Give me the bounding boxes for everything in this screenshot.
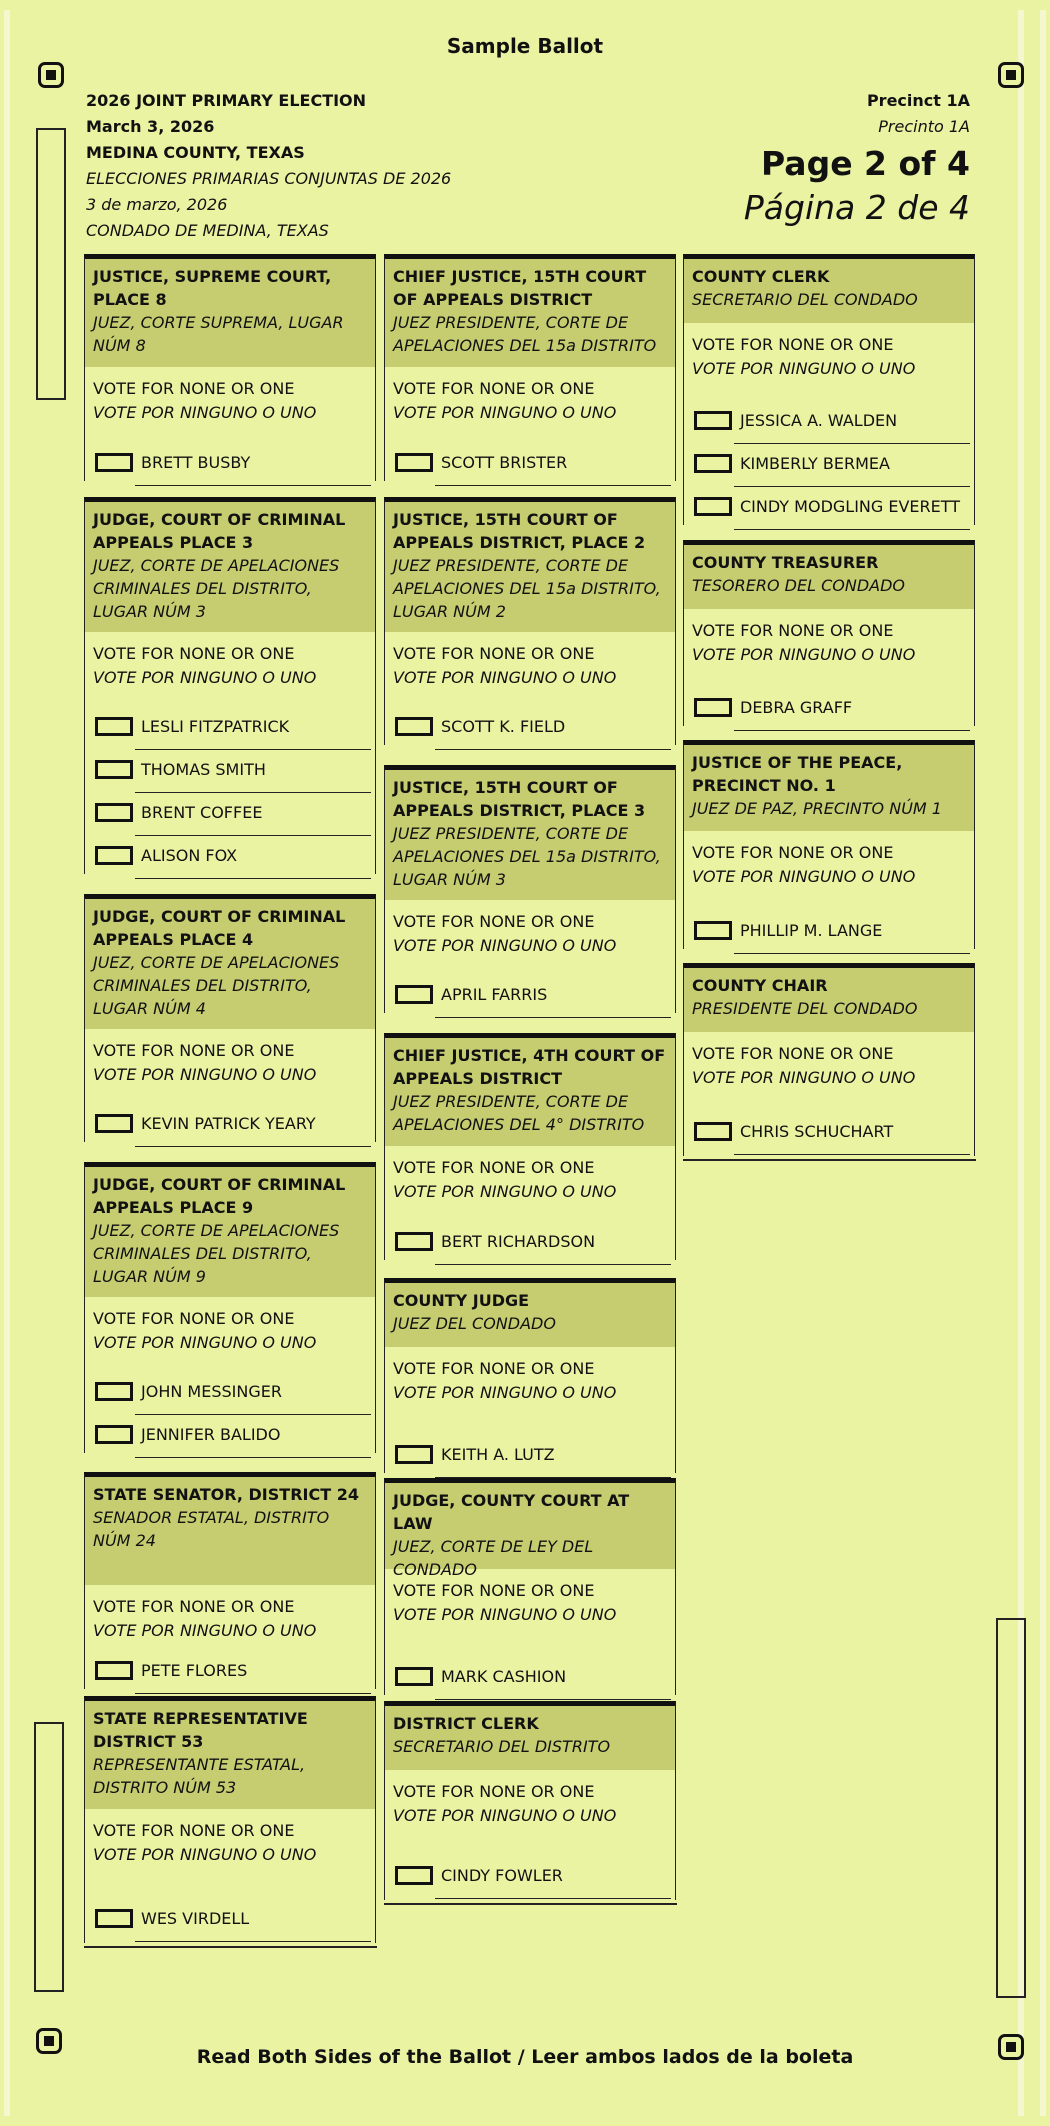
candidate-row[interactable] — [85, 1899, 375, 1942]
contest-header — [85, 1167, 375, 1297]
vote-checkbox[interactable] — [395, 717, 433, 736]
contest-title-es: JUEZ, CORTE DE LEY DEL CONDADO — [393, 1537, 594, 1579]
contest-title: STATE REPRESENTATIVE DISTRICT 53 — [93, 1709, 308, 1751]
candidate-name: JOHN MESSINGER — [141, 1382, 282, 1401]
vote-instruction — [684, 609, 974, 667]
vote-instruction — [85, 1297, 375, 1355]
candidate-row[interactable] — [385, 975, 675, 1018]
candidate-underline — [135, 1146, 371, 1147]
contest-ccap-place-4 — [84, 894, 376, 1142]
contest-title: COUNTY JUDGE — [393, 1291, 530, 1310]
contest-justice-15th-place-2 — [384, 497, 676, 745]
vote-instruction-en: VOTE FOR NONE OR ONE — [393, 912, 595, 931]
contest-header — [684, 968, 974, 1032]
vote-instruction-es: VOTE POR NINGUNO O UNO — [93, 1845, 317, 1864]
vote-checkbox[interactable] — [694, 698, 732, 717]
candidate-name: BERT RICHARDSON — [441, 1232, 596, 1251]
vote-checkbox[interactable] — [95, 1425, 133, 1444]
precinct-label-es: Precinto 1A — [878, 117, 970, 136]
contest-title-es: REPRESENTANTE ESTATAL, DISTRITO NÚM 53 — [93, 1755, 306, 1797]
vote-instruction-es: VOTE POR NINGUNO O UNO — [93, 1333, 317, 1352]
candidate-underline — [435, 485, 671, 486]
vote-checkbox[interactable] — [694, 1122, 732, 1141]
election-county: MEDINA COUNTY, TEXAS — [86, 143, 305, 162]
contest-header — [385, 1283, 675, 1347]
candidate-name: CHRIS SCHUCHART — [740, 1122, 894, 1141]
contest-header — [85, 502, 375, 632]
election-date: March 3, 2026 — [86, 117, 215, 136]
vote-instruction — [684, 831, 974, 889]
contest-header — [385, 1483, 675, 1579]
candidate-name: MARK CASHION — [441, 1667, 567, 1686]
timing-mark-top-left — [38, 62, 64, 88]
vote-instruction-en: VOTE FOR NONE OR ONE — [692, 1044, 894, 1063]
vote-instruction-en: VOTE FOR NONE OR ONE — [93, 379, 295, 398]
candidate-name: KEVIN PATRICK YEARY — [141, 1114, 316, 1133]
candidate-underline — [135, 1457, 371, 1458]
contest-title-es: JUEZ, CORTE SUPREMA, LUGAR NÚM 8 — [93, 313, 344, 355]
contest-justice-15th-place-3 — [384, 765, 676, 1013]
vote-checkbox[interactable] — [395, 453, 433, 472]
election-name: 2026 JOINT PRIMARY ELECTION — [86, 91, 367, 110]
candidate-row[interactable] — [85, 750, 375, 793]
candidate-underline — [734, 529, 970, 530]
contest-header — [85, 899, 375, 1029]
vote-instruction-es: VOTE POR NINGUNO O UNO — [93, 1621, 317, 1640]
candidate-name: JENNIFER BALIDO — [141, 1425, 281, 1444]
vote-instruction — [684, 1032, 974, 1090]
vote-checkbox[interactable] — [95, 453, 133, 472]
vote-instruction-es: VOTE POR NINGUNO O UNO — [393, 1605, 617, 1624]
election-date-es: 3 de marzo, 2026 — [86, 195, 228, 214]
vote-instruction-en: VOTE FOR NONE OR ONE — [692, 335, 894, 354]
contest-title-es: PRESIDENTE DEL CONDADO — [692, 999, 918, 1018]
contest-title-es: JUEZ PRESIDENTE, CORTE DE APELACIONES DEL 15a DISTRITO — [393, 313, 657, 355]
candidate-underline — [734, 730, 970, 731]
ballot-title: Sample Ballot — [446, 34, 604, 58]
candidate-name: JESSICA A. WALDEN — [740, 411, 898, 430]
vote-instruction — [385, 367, 675, 425]
candidate-name: WES VIRDELL — [141, 1909, 250, 1928]
candidate-name: SCOTT K. FIELD — [441, 717, 566, 736]
contest-title: COUNTY CHAIR — [692, 976, 828, 995]
candidate-row[interactable] — [684, 911, 974, 954]
vote-checkbox[interactable] — [694, 454, 732, 473]
contest-state-senator-24 — [84, 1472, 376, 1689]
vote-checkbox[interactable] — [395, 985, 433, 1004]
candidate-name: DEBRA GRAFF — [740, 698, 853, 717]
vote-instruction — [385, 1347, 675, 1405]
candidate-underline — [135, 485, 371, 486]
contest-county-treasurer — [683, 540, 975, 726]
contest-title: DISTRICT CLERK — [393, 1714, 539, 1733]
candidate-row[interactable] — [85, 1372, 375, 1415]
vote-instruction-en: VOTE FOR NONE OR ONE — [692, 843, 894, 862]
vote-checkbox[interactable] — [95, 717, 133, 736]
vote-instruction-es: VOTE POR NINGUNO O UNO — [93, 668, 317, 687]
contest-title: JUSTICE OF THE PEACE, PRECINCT NO. 1 — [692, 753, 903, 795]
vote-instruction-es: VOTE POR NINGUNO O UNO — [692, 867, 916, 886]
precinct-info — [744, 88, 970, 228]
precinct-label: Precinct 1A — [866, 91, 970, 110]
contest-header — [385, 259, 675, 367]
candidate-row[interactable] — [684, 487, 974, 530]
vote-checkbox[interactable] — [95, 846, 133, 865]
candidate-underline — [135, 878, 371, 879]
candidate-name: ALISON FOX — [141, 846, 238, 865]
vote-checkbox[interactable] — [395, 1232, 433, 1251]
vote-instruction-es: VOTE POR NINGUNO O UNO — [692, 359, 916, 378]
contest-title-es: SENADOR ESTATAL, DISTRITO NÚM 24 — [93, 1508, 330, 1550]
vote-instruction-es: VOTE POR NINGUNO O UNO — [393, 936, 617, 955]
left-edge-strip — [4, 10, 10, 2116]
contest-title: COUNTY CLERK — [692, 267, 830, 286]
vote-instruction — [85, 1809, 375, 1867]
contest-title-es: JUEZ, CORTE DE APELACIONES CRIMINALES DEL DISTRITO, LUGAR NÚM 9 — [93, 1221, 340, 1286]
contest-header — [684, 259, 974, 323]
candidate-row[interactable] — [85, 1104, 375, 1147]
vote-instruction — [85, 1585, 375, 1643]
contest-title-es: JUEZ, CORTE DE APELACIONES CRIMINALES DEL DISTRITO, LUGAR NÚM 4 — [93, 953, 340, 1018]
candidate-row[interactable] — [684, 1112, 974, 1155]
candidate-row[interactable] — [85, 443, 375, 486]
election-info — [86, 88, 451, 244]
contest-title-es: JUEZ PRESIDENTE, CORTE DE APELACIONES DEL 15a DISTRITO, LUGAR NÚM 2 — [393, 556, 661, 621]
candidate-underline — [435, 749, 671, 750]
vote-checkbox[interactable] — [95, 1382, 133, 1401]
contest-title-es: JUEZ DE PAZ, PRECINTO NÚM 1 — [692, 799, 942, 818]
vote-instruction — [385, 1770, 675, 1828]
contest-county-clerk — [683, 254, 975, 525]
vote-checkbox[interactable] — [694, 921, 732, 940]
vote-instruction-en: VOTE FOR NONE OR ONE — [393, 1359, 595, 1378]
vote-checkbox[interactable] — [95, 803, 133, 822]
election-county-es: CONDADO DE MEDINA, TEXAS — [86, 221, 329, 240]
vote-checkbox[interactable] — [395, 1667, 433, 1686]
contest-chief-justice-4th — [384, 1033, 676, 1260]
vote-instruction-en: VOTE FOR NONE OR ONE — [93, 1309, 295, 1328]
column-end-rule — [384, 1899, 677, 1905]
vote-instruction — [85, 367, 375, 425]
vote-checkbox[interactable] — [95, 1909, 133, 1928]
vote-instruction-es: VOTE POR NINGUNO O UNO — [692, 1068, 916, 1087]
candidate-name: APRIL FARRIS — [441, 985, 548, 1004]
candidate-row[interactable] — [385, 707, 675, 750]
candidate-row[interactable] — [385, 1435, 675, 1478]
contest-title: CHIEF JUSTICE, 15TH COURT OF APPEALS DISTRICT — [393, 267, 647, 309]
candidate-name: KEITH A. LUTZ — [441, 1445, 555, 1464]
contest-title: JUDGE, COURT OF CRIMINAL APPEALS PLACE 3 — [93, 510, 346, 552]
vote-instruction-es: VOTE POR NINGUNO O UNO — [393, 1806, 617, 1825]
vote-instruction — [385, 632, 675, 690]
candidate-underline — [435, 1017, 671, 1018]
candidate-name: SCOTT BRISTER — [441, 453, 568, 472]
contest-district-clerk — [384, 1701, 676, 1900]
vote-instruction-es: VOTE POR NINGUNO O UNO — [93, 403, 317, 422]
contest-title-es: SECRETARIO DEL DISTRITO — [393, 1737, 611, 1756]
candidate-underline — [135, 1693, 371, 1694]
contest-title: JUDGE, COURT OF CRIMINAL APPEALS PLACE 9 — [93, 1175, 346, 1217]
candidate-name: THOMAS SMITH — [141, 760, 266, 779]
candidate-name: KIMBERLY BERMEA — [740, 454, 890, 473]
vote-instruction-en: VOTE FOR NONE OR ONE — [393, 1158, 595, 1177]
contest-supreme-court-place-8 — [84, 254, 376, 481]
candidate-underline — [435, 1699, 671, 1700]
candidate-name: BRENT COFFEE — [141, 803, 263, 822]
candidate-underline — [734, 953, 970, 954]
contest-title-es: SECRETARIO DEL CONDADO — [692, 290, 918, 309]
vote-instruction-en: VOTE FOR NONE OR ONE — [393, 644, 595, 663]
timing-mark-top-right — [998, 62, 1024, 88]
candidate-name: LESLI FITZPATRICK — [141, 717, 290, 736]
vote-checkbox[interactable] — [95, 760, 133, 779]
contest-header — [385, 1038, 675, 1146]
vote-checkbox[interactable] — [694, 411, 732, 430]
candidate-row[interactable] — [684, 444, 974, 487]
vote-instruction — [684, 323, 974, 381]
contest-justice-of-the-peace-1 — [683, 740, 975, 949]
contest-title-es: JUEZ DEL CONDADO — [393, 1314, 556, 1333]
candidate-name: BRETT BUSBY — [141, 453, 251, 472]
candidate-name: PETE FLORES — [141, 1661, 248, 1680]
contest-county-judge — [384, 1278, 676, 1473]
contest-title: JUSTICE, 15TH COURT OF APPEALS DISTRICT, PLACE 2 — [393, 510, 646, 552]
vote-instruction-es: VOTE POR NINGUNO O UNO — [393, 1383, 617, 1402]
vote-instruction-es: VOTE POR NINGUNO O UNO — [393, 1182, 617, 1201]
vote-instruction-en: VOTE FOR NONE OR ONE — [692, 621, 894, 640]
contest-ccap-place-9 — [84, 1162, 376, 1453]
contest-title: STATE SENATOR, DISTRICT 24 — [93, 1485, 359, 1504]
vote-checkbox[interactable] — [395, 1866, 433, 1885]
contest-title: JUDGE, COURT OF CRIMINAL APPEALS PLACE 4 — [93, 907, 346, 949]
contest-ccap-place-3 — [84, 497, 376, 874]
candidate-name: PHILLIP M. LANGE — [740, 921, 883, 940]
contest-title: JUSTICE, 15TH COURT OF APPEALS DISTRICT, PLACE 3 — [393, 778, 646, 820]
page-number-es: Página 2 de 4 — [743, 188, 970, 227]
contest-title-es: JUEZ, CORTE DE APELACIONES CRIMINALES DEL DISTRITO, LUGAR NÚM 3 — [93, 556, 340, 621]
right-edge-strip — [1040, 10, 1046, 2116]
contest-header — [85, 1701, 375, 1809]
vote-instruction-en: VOTE FOR NONE OR ONE — [393, 379, 595, 398]
candidate-row[interactable] — [385, 443, 675, 486]
candidate-name: CINDY FOWLER — [441, 1866, 563, 1885]
contest-header — [385, 1706, 675, 1770]
candidate-row[interactable] — [85, 707, 375, 750]
page-number: Page 2 of 4 — [761, 144, 970, 183]
column-end-rule — [683, 1155, 976, 1161]
candidate-row[interactable] — [385, 1222, 675, 1265]
contest-header — [85, 1477, 375, 1585]
contest-title: COUNTY TREASURER — [692, 553, 879, 572]
contest-header — [684, 545, 974, 609]
vote-checkbox[interactable] — [95, 1661, 133, 1680]
contest-county-court-at-law — [384, 1478, 676, 1695]
left-margin-box-bottom — [34, 1722, 64, 1992]
candidate-row[interactable] — [684, 401, 974, 444]
candidate-row[interactable] — [385, 1856, 675, 1899]
contest-header — [385, 770, 675, 900]
vote-checkbox[interactable] — [395, 1445, 433, 1464]
vote-instruction-en: VOTE FOR NONE OR ONE — [93, 1041, 295, 1060]
candidate-row[interactable] — [684, 688, 974, 731]
vote-instruction-en: VOTE FOR NONE OR ONE — [393, 1782, 595, 1801]
vote-instruction-es: VOTE POR NINGUNO O UNO — [393, 668, 617, 687]
candidate-underline — [435, 1264, 671, 1265]
candidate-name: CINDY MODGLING EVERETT — [740, 497, 961, 516]
column-end-rule — [84, 1942, 377, 1948]
vote-instruction-en: VOTE FOR NONE OR ONE — [93, 644, 295, 663]
vote-instruction — [385, 900, 675, 958]
vote-instruction — [385, 1146, 675, 1204]
right-margin-box — [996, 1618, 1026, 1998]
contest-title-es: JUEZ PRESIDENTE, CORTE DE APELACIONES DEL 4° DISTRITO — [393, 1092, 645, 1134]
candidate-row[interactable] — [385, 1657, 675, 1700]
candidate-row[interactable] — [85, 793, 375, 836]
ballot-footer: Read Both Sides of the Ballot / Leer ambos lados de la boleta — [196, 2046, 854, 2068]
contest-title: JUDGE, COUNTY COURT AT LAW — [393, 1491, 630, 1533]
vote-instruction-en: VOTE FOR NONE OR ONE — [393, 1581, 595, 1600]
contest-header — [385, 502, 675, 632]
vote-instruction-es: VOTE POR NINGUNO O UNO — [393, 403, 617, 422]
vote-instruction-en: VOTE FOR NONE OR ONE — [93, 1597, 295, 1616]
vote-checkbox[interactable] — [694, 497, 732, 516]
vote-instruction-en: VOTE FOR NONE OR ONE — [93, 1821, 295, 1840]
contest-header — [85, 259, 375, 367]
vote-instruction-es: VOTE POR NINGUNO O UNO — [93, 1065, 317, 1084]
candidate-row[interactable] — [85, 1415, 375, 1458]
contest-title: CHIEF JUSTICE, 4TH COURT OF APPEALS DISTRICT — [393, 1046, 666, 1088]
contest-chief-justice-15th — [384, 254, 676, 481]
contest-title: JUSTICE, SUPREME COURT, PLACE 8 — [93, 267, 332, 309]
contest-title-es: JUEZ PRESIDENTE, CORTE DE APELACIONES DEL 15a DISTRITO, LUGAR NÚM 3 — [393, 824, 661, 889]
contest-title-es: TESORERO DEL CONDADO — [692, 576, 905, 595]
vote-instruction — [85, 1029, 375, 1087]
election-name-es: ELECCIONES PRIMARIAS CONJUNTAS DE 2026 — [86, 169, 452, 188]
candidate-row[interactable] — [85, 836, 375, 879]
candidate-row[interactable] — [85, 1651, 375, 1694]
vote-instruction-es: VOTE POR NINGUNO O UNO — [692, 645, 916, 664]
vote-checkbox[interactable] — [95, 1114, 133, 1133]
contest-state-rep-53 — [84, 1696, 376, 1943]
contest-header — [684, 745, 974, 831]
left-margin-box-top — [36, 128, 66, 400]
vote-instruction — [85, 632, 375, 690]
contest-county-chair — [683, 963, 975, 1156]
